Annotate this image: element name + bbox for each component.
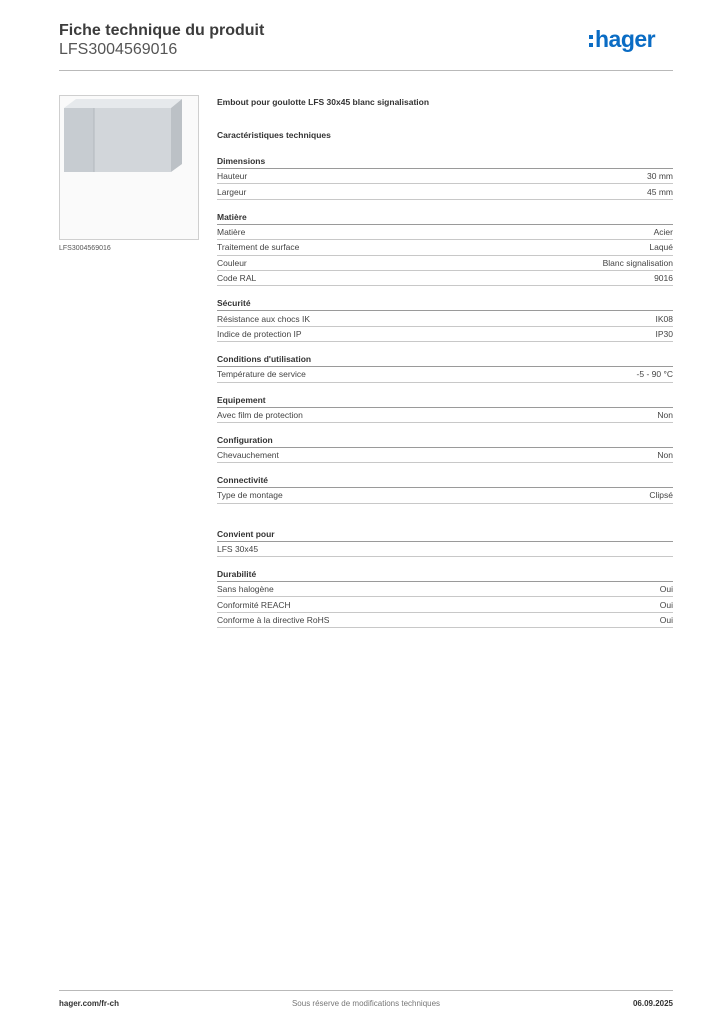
spec-value: 9016	[654, 273, 673, 284]
spec-row	[217, 184, 673, 199]
section-connectivite	[217, 473, 673, 503]
spec-label: Hauteur	[217, 171, 248, 182]
spec-value: Laqué	[649, 242, 673, 253]
spec-row	[217, 408, 673, 423]
product-image	[59, 95, 199, 240]
spec-value: IK08	[655, 313, 673, 324]
spec-label: Type de montage	[217, 490, 283, 501]
spec-value: Oui	[659, 584, 673, 595]
spec-label: Couleur	[217, 257, 247, 268]
product-name: Embout pour goulotte LFS 30x45 blanc signalisation	[217, 97, 430, 107]
spec-value: -5 - 90 °C	[636, 369, 673, 380]
spec-label: LFS 30x45	[217, 543, 259, 554]
section-convient-pour	[217, 527, 673, 557]
section-securite	[217, 296, 673, 342]
spec-label: Sans halogène	[217, 584, 274, 595]
section-title: Configuration	[217, 433, 673, 448]
section-title: Conditions d'utilisation	[217, 352, 673, 367]
spec-row	[217, 240, 673, 255]
section-conditions	[217, 352, 673, 382]
spec-row	[217, 169, 673, 184]
spec-value: Clipsé	[649, 490, 673, 501]
spec-row	[217, 367, 673, 382]
page-footer	[59, 990, 673, 1011]
section-title: Durabilité	[217, 567, 673, 582]
footer-website-link[interactable]: hager.com/fr-ch	[59, 999, 120, 1008]
section-equipement	[217, 393, 673, 423]
section-title: Dimensions	[217, 154, 673, 169]
section-title: Matière	[217, 210, 673, 225]
section-dimensions	[217, 154, 673, 200]
spec-label: Traitement de surface	[217, 242, 300, 253]
spec-value: Oui	[659, 615, 673, 626]
section-configuration	[217, 433, 673, 463]
spec-value: Non	[657, 450, 673, 461]
spec-label: Conformité REACH	[217, 599, 291, 610]
spec-label: Largeur	[217, 186, 247, 197]
spec-sections	[217, 154, 673, 628]
section-title: Convient pour	[217, 527, 673, 542]
characteristics-title: Caractéristiques techniques	[217, 130, 331, 140]
section-durabilite	[217, 567, 673, 628]
image-caption: LFS3004569016	[59, 245, 111, 252]
spec-label: Matière	[217, 226, 246, 237]
spec-row	[217, 597, 673, 612]
spec-row	[217, 327, 673, 342]
spec-row	[217, 271, 673, 286]
spec-label: Code RAL	[217, 273, 257, 284]
section-title: Equipement	[217, 393, 673, 408]
section-title: Connectivité	[217, 473, 673, 488]
spec-row	[217, 488, 673, 503]
svg-text:hager: hager	[595, 26, 656, 52]
hager-logo	[589, 22, 673, 56]
spec-content	[217, 95, 673, 638]
spec-label: Chevauchement	[217, 450, 279, 461]
spec-label: Avec film de protection	[217, 409, 303, 420]
spec-row	[217, 542, 673, 557]
spec-label: Résistance aux chocs IK	[217, 313, 311, 324]
spec-label: Indice de protection IP	[217, 328, 302, 339]
section-matiere	[217, 210, 673, 287]
page-title: Fiche technique du produit	[59, 22, 265, 39]
spec-row	[217, 613, 673, 628]
spec-label: Conforme à la directive RoHS	[217, 615, 330, 626]
spec-value: 30 mm	[647, 171, 673, 182]
spec-value: Non	[657, 409, 673, 420]
spec-row	[217, 582, 673, 597]
footer-date: 06.09.2025	[632, 999, 673, 1008]
spec-row	[217, 225, 673, 240]
spec-value: IP30	[655, 328, 673, 339]
product-reference: LFS3004569016	[59, 41, 178, 58]
spec-row	[217, 256, 673, 271]
footer-disclaimer: Sous réserve de modifications techniques	[291, 999, 441, 1008]
spec-value: 45 mm	[647, 186, 673, 197]
spec-row	[217, 311, 673, 326]
spec-value: Blanc signalisation	[602, 257, 673, 268]
spec-row	[217, 448, 673, 463]
page-header	[59, 20, 673, 71]
section-title: Sécurité	[217, 296, 673, 311]
spec-value: Acier	[653, 226, 673, 237]
spec-value: Oui	[659, 599, 673, 610]
spec-label: Température de service	[217, 369, 306, 380]
